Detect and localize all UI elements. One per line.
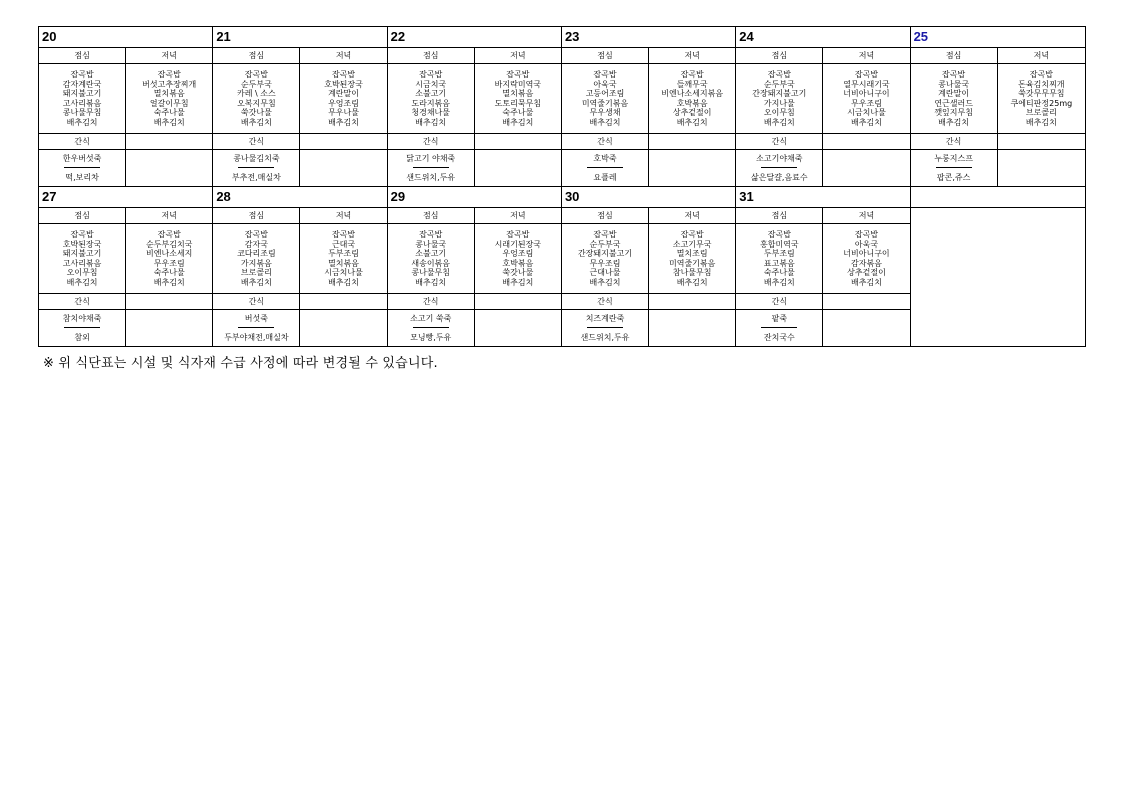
lunch-menu [39,64,126,134]
menu-item: 잡곡밥 [942,70,966,79]
menu-item: 새송이볶음 [411,258,451,268]
snack-item: 소고기 쑥죽 [410,313,452,323]
lunch-header: 점심 [213,48,300,64]
menu-item: 콩나물무침 [411,268,451,277]
empty-cell [126,150,213,187]
empty-day-header [910,187,1085,208]
snack-menu [39,310,126,347]
menu-item: 멸치볶음 [328,258,359,268]
menu-item: 멸치볶음 [153,89,185,98]
dinner-header: 저녁 [474,208,561,224]
day-date: 31 [736,187,910,208]
footnote: ※ 위 식단표는 시설 및 식자재 수급 사정에 따라 변경될 수 있습니다. [43,356,438,371]
menu-item: 바지락미역국 [494,79,542,89]
snack-item: 치즈계란죽 [585,313,625,323]
menu-item: 잡곡밥 [767,70,791,79]
menu-item: 상추겉절이 [847,268,886,277]
menu-item: 시금치나물 [847,108,886,117]
menu-item: 미역줄기볶음 [668,258,716,268]
menu-item: 소고기무국 [672,239,712,249]
menu-item: 브로콜리 [1025,108,1057,117]
dinner-header: 저녁 [126,48,213,64]
menu-item: 잡곡밥 [854,230,879,239]
snack-item: 콩나물김치죽 [233,153,280,163]
dinner-menu [300,224,387,294]
menu-item: 잡곡밥 [244,70,268,79]
snack-item: 삶은달걀,음료수 [751,173,808,182]
menu-item: 잡곡밥 [331,70,356,79]
menu-item: 근대국 [331,239,356,249]
day-date: 21 [213,27,387,48]
snack-item: 소고기야채죽 [756,153,803,163]
menu-item: 배추김치 [328,277,359,287]
snack-item: 부추전,매실차 [231,173,281,182]
snack-divider [936,167,972,168]
lunch-menu [910,64,997,134]
snack-header: 간식 [387,134,474,150]
snack-item: 잔치국수 [763,333,795,342]
week-row [39,27,1086,48]
day-date: 29 [387,187,561,208]
lunch-header: 점심 [387,48,474,64]
lunch-menu [213,224,300,294]
menu-item: 잡곡밥 [506,230,530,239]
snack-divider [64,167,100,168]
menu-item: 감자볶음 [851,258,882,268]
snack-item: 한우버섯죽 [62,153,102,163]
menu-item: 비엔나소세지 [146,249,193,258]
week-2 [39,187,1086,347]
menu-item: 멸치조림 [676,249,708,258]
lunch-header: 점심 [387,208,474,224]
menu-item: 잡곡밥 [680,230,704,239]
snack-item: 닭고기 야채죽 [406,153,456,163]
menu-item: 두부조림 [328,249,359,258]
menu-item: 호박된장국 [62,239,102,249]
menu-item: 콩나물무침 [62,108,102,117]
menu-item: 브로콜리 [240,268,272,277]
snack-divider [413,167,449,168]
menu-item: 배추김치 [589,277,621,287]
menu-item: 잡곡밥 [680,70,704,79]
dinner-header: 저녁 [823,48,910,64]
snack-item: 누룽지스프 [934,153,973,163]
menu-item: 배추김치 [328,117,359,127]
dinner-menu [126,64,213,134]
menu-item: 소불고기 [415,89,447,98]
menu-item: 배추김치 [153,277,185,287]
menu-item: 잡곡밥 [593,70,617,79]
menu-item: 상추겉절이 [672,108,712,117]
empty-cell [300,294,387,310]
dinner-menu [649,64,736,134]
menu-item: 비엔나소세지볶음 [661,89,724,98]
dinner-header: 저녁 [997,48,1085,64]
menu-item: 시금치나물 [324,268,363,277]
menu-item: 아욱국 [854,239,879,249]
day-date: 23 [561,27,735,48]
dinner-menu [823,64,910,134]
day-date: 25 [910,27,1085,48]
snack-divider [64,327,100,328]
snack-item: 팝콘,쥬스 [936,173,971,182]
menu-item: 배추김치 [415,277,447,287]
snack-header: 간식 [561,294,648,310]
menu-item: 근대나물 [589,268,621,277]
day-date: 20 [39,27,213,48]
menu-item: 무우조림 [153,258,185,268]
snack-header: 간식 [39,134,126,150]
menu-item: 잡곡밥 [854,70,879,79]
menu-item: 잡곡밥 [1029,70,1053,79]
snack-divider [238,167,274,168]
snack-item: 요플레 [593,173,617,182]
menu-item: 깻잎지무침 [934,108,973,117]
empty-cell [997,150,1085,187]
dinner-menu [474,224,561,294]
snack-divider [238,327,274,328]
menu-item: 가지나물 [763,98,795,108]
lunch-header: 점심 [736,48,823,64]
empty-cell [474,150,561,187]
menu-item: 돼지불고기 [62,249,102,258]
empty-cell [300,134,387,150]
empty-cell [997,134,1085,150]
dinner-menu [823,224,910,294]
lunch-menu [213,64,300,134]
snack-header: 간식 [387,294,474,310]
lunch-menu [387,224,474,294]
menu-item: 미역줄기볶음 [581,98,629,108]
menu-item: 간장돼지불고기 [752,89,807,98]
empty-cell [300,310,387,347]
lunch-header: 점심 [736,208,823,224]
menu-item: 잡곡밥 [593,230,617,239]
snack-item: 참치야채죽 [62,313,102,323]
menu-item: 콩나물국 [938,79,970,89]
empty-cell [474,294,561,310]
snack-divider [587,167,623,168]
menu-item: 연근샐러드 [934,98,973,108]
snack-menu [213,310,300,347]
menu-item: 홍합미역국 [760,239,799,249]
day-date: 22 [387,27,561,48]
menu-item: 코다리조림 [237,249,276,258]
snack-menu [736,310,823,347]
empty-day-body [910,208,1085,347]
empty-cell [126,134,213,150]
menu-item: 배추김치 [1025,117,1057,127]
empty-cell [823,134,910,150]
menu-item: 배추김치 [851,277,882,287]
menu-item: 도토리묵무침 [494,98,542,108]
snack-menu [736,150,823,187]
menu-item: 시금치국 [415,79,447,89]
snack-item: 호박죽 [593,153,617,163]
menu-item: 카레 \ 소스 [237,89,276,98]
snack-header: 간식 [736,294,823,310]
menu-item: 쑥갓나물 [502,268,534,277]
empty-cell [300,150,387,187]
menu-item: 잡곡밥 [70,230,94,239]
week-row [39,208,1086,224]
dinner-menu [300,64,387,134]
empty-cell [474,134,561,150]
menu-item: 배추김치 [502,117,534,127]
menu-item: 쿠에티판정25mg [1010,98,1073,108]
dinner-header: 저녁 [300,208,387,224]
menu-item: 너비아니구이 [843,89,890,98]
menu-item: 멸치볶음 [502,89,534,98]
dinner-menu [474,64,561,134]
empty-cell [126,310,213,347]
menu-item: 잡곡밥 [767,230,791,239]
lunch-header: 점심 [561,48,648,64]
menu-item: 시래기된장국 [494,239,542,249]
menu-item: 순두부김치국 [146,239,193,249]
snack-menu [213,150,300,187]
menu-item: 얼갈이무침 [149,98,189,108]
week-row [39,134,1086,150]
empty-cell [823,150,910,187]
menu-item: 가지볶음 [240,258,272,268]
menu-item: 호박볶음 [676,98,708,108]
menu-item: 아욱국 [593,79,617,89]
menu-item: 숙주나물 [153,268,185,277]
menu-item: 돈육김치찌개 [1018,79,1065,89]
menu-item: 잡곡밥 [157,230,181,239]
empty-cell [823,294,910,310]
empty-cell [649,294,736,310]
menu-item: 계란말이 [328,89,359,98]
empty-cell [649,150,736,187]
lunch-menu [561,224,648,294]
menu-item: 순두부국 [240,79,272,89]
menu-item: 콩나물국 [415,239,447,249]
menu-item: 호박된장국 [324,79,363,89]
lunch-menu [561,64,648,134]
menu-item: 호박볶음 [502,258,534,268]
snack-item: 모닝빵,두유 [410,333,452,342]
menu-item: 무우나물 [328,108,359,117]
empty-cell [126,294,213,310]
week-row [39,187,1086,208]
menu-item: 고사리볶음 [62,98,102,108]
empty-cell [823,310,910,347]
menu-item: 오이무침 [763,108,795,117]
menu-item: 배추김치 [66,117,98,127]
menu-item: 쑥갓나물 [240,108,272,117]
dinner-header: 저녁 [649,208,736,224]
lunch-header: 점심 [910,48,997,64]
snack-menu [387,310,474,347]
week-row [39,150,1086,187]
menu-item: 숙주나물 [502,108,534,117]
menu-item: 순두부국 [763,79,795,89]
menu-item: 배추김치 [938,117,970,127]
menu-item: 순두부국 [589,239,621,249]
menu-item: 돼지불고기 [62,89,102,98]
snack-item: 샌드위치,두유 [580,333,630,342]
snack-item: 두부야채전,매실차 [224,333,289,342]
week-row [39,64,1086,134]
snack-header: 간식 [736,134,823,150]
menu-item: 고사리볶음 [62,258,102,268]
snack-header: 간식 [39,294,126,310]
menu-item: 들깨무국 [676,79,708,89]
menu-item: 배추김치 [502,277,534,287]
menu-item: 배추김치 [851,117,882,127]
menu-item: 배추김치 [153,117,185,127]
lunch-menu [736,64,823,134]
snack-menu [39,150,126,187]
snack-header: 간식 [213,134,300,150]
menu-item: 잡곡밥 [157,70,181,79]
menu-item: 배추김치 [763,277,795,287]
empty-cell [474,310,561,347]
menu-item: 표고볶음 [763,258,795,268]
menu-item: 배추김치 [676,277,708,287]
lunch-header: 점심 [39,48,126,64]
menu-item: 배추김치 [66,277,98,287]
menu-item: 잡곡밥 [244,230,268,239]
menu-item: 배추김치 [763,117,795,127]
menu-item: 무우생채 [589,108,621,117]
snack-item: 떡,보리차 [65,173,99,182]
menu-item: 쑥갓무무무침 [1018,89,1065,98]
dinner-header: 저녁 [300,48,387,64]
menu-item: 배추김치 [589,117,621,127]
day-date: 30 [561,187,735,208]
menu-item: 숙주나물 [763,268,795,277]
menu-item: 잡곡밥 [419,70,443,79]
snack-item: 참외 [74,333,90,342]
lunch-header: 점심 [213,208,300,224]
menu-item: 감자계란국 [62,79,102,89]
snack-menu [561,150,648,187]
lunch-menu [736,224,823,294]
menu-item: 무우조림 [851,98,882,108]
empty-cell [649,310,736,347]
dinner-header: 저녁 [823,208,910,224]
snack-header: 간식 [213,294,300,310]
snack-item: 샌드위치,두유 [406,173,456,182]
menu-item: 배추김치 [676,117,708,127]
snack-item: 버섯죽 [244,313,268,323]
day-date: 28 [213,187,387,208]
menu-item: 오이무침 [66,268,98,277]
menu-item: 우엉조림 [328,98,359,108]
menu-item: 버섯고추장찌개 [142,79,197,89]
day-date: 24 [736,27,910,48]
menu-item: 잡곡밥 [506,70,530,79]
snack-menu [910,150,997,187]
menu-item: 잡곡밥 [331,230,356,239]
snack-header: 간식 [561,134,648,150]
week-row [39,48,1086,64]
day-date: 27 [39,187,213,208]
meal-calendar-table [38,26,1086,347]
menu-item: 열무시래기국 [843,79,890,89]
dinner-menu [997,64,1085,134]
menu-item: 배추김치 [240,117,272,127]
snack-header: 간식 [910,134,997,150]
empty-cell [649,134,736,150]
snack-divider [413,327,449,328]
menu-item: 두부조림 [763,249,795,258]
week-1 [39,27,1086,187]
menu-item: 오복지무침 [237,98,276,108]
menu-item: 우엉조림 [502,249,534,258]
menu-item: 무우조림 [589,258,621,268]
menu-item: 청경채나물 [411,108,451,117]
menu-item: 계란말이 [938,89,970,98]
dinner-header: 저녁 [474,48,561,64]
snack-menu [387,150,474,187]
menu-item: 간장돼지불고기 [577,249,633,258]
menu-item: 배추김치 [415,117,447,127]
lunch-menu [39,224,126,294]
snack-menu [561,310,648,347]
menu-item: 감자국 [244,239,268,249]
menu-item: 참나물무침 [672,268,712,277]
menu-item: 도라지볶음 [411,98,451,108]
lunch-header: 점심 [39,208,126,224]
dinner-menu [126,224,213,294]
menu-item: 고등어조림 [585,89,625,98]
snack-divider [761,167,797,168]
dinner-header: 저녁 [649,48,736,64]
lunch-header: 점심 [561,208,648,224]
menu-item: 숙주나물 [153,108,185,117]
snack-item: 팥죽 [771,313,788,323]
snack-divider [761,327,797,328]
menu-item: 배추김치 [240,277,272,287]
menu-item: 잡곡밥 [70,70,94,79]
dinner-menu [649,224,736,294]
menu-item: 잡곡밥 [419,230,443,239]
menu-item: 소불고기 [415,249,447,258]
dinner-header: 저녁 [126,208,213,224]
menu-item: 너비아니구이 [843,249,890,258]
snack-divider [587,327,623,328]
lunch-menu [387,64,474,134]
